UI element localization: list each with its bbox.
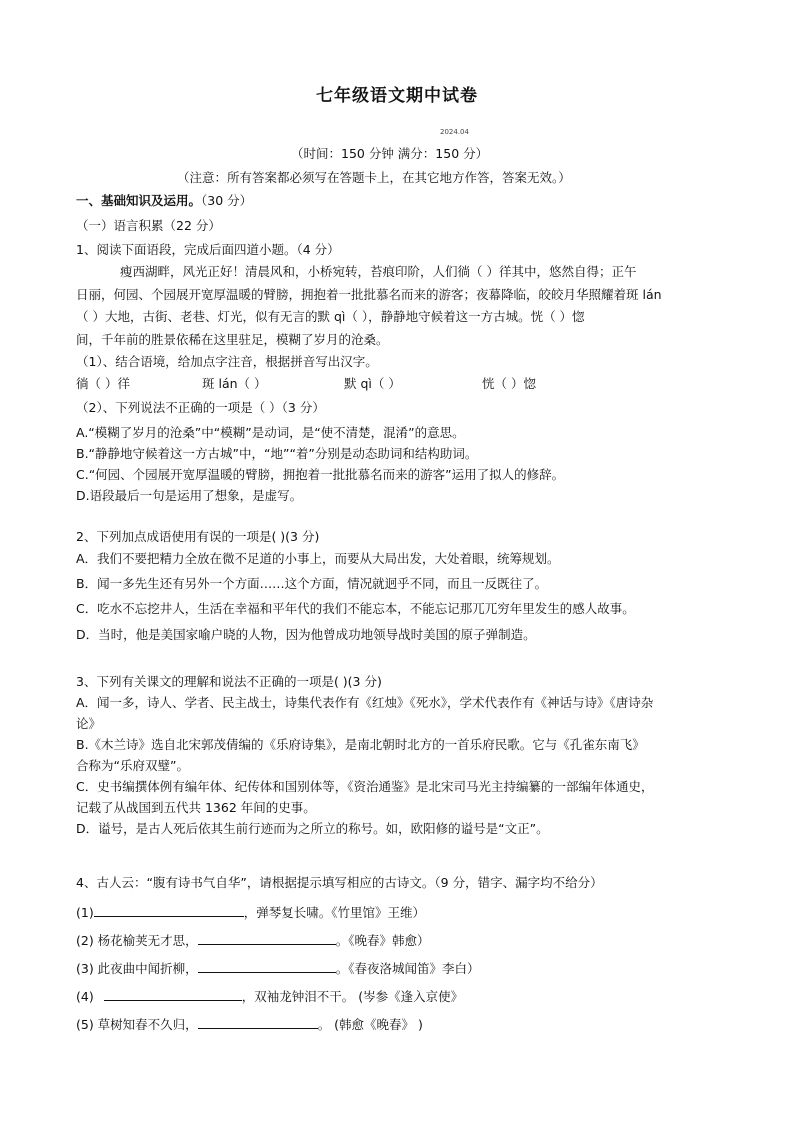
section1-heading: [76, 193, 252, 209]
q1-passage-line3: （ ）大地，古街、老巷、灯光，似有无言的默 qì（ ），静静地守候着这一方古城。恍（ ）惚: [76, 309, 585, 324]
q4-line3: [76, 959, 479, 977]
answer-blank[interactable]: [198, 931, 336, 945]
q1-sub1-item4: 恍（ ）惚: [482, 376, 536, 391]
q4-line2: [76, 931, 429, 949]
section1-score: （30 分）: [201, 193, 253, 208]
q1-sub1-item2: 斑 lán（ ）: [202, 376, 267, 391]
q4-line1-text: ，弹琴复长啸。《竹里馆》王维）: [243, 905, 425, 920]
q2-stem: 2、下列加点成语使用有误的一项是( )(3 分): [76, 529, 320, 544]
q2-option-a: A．我们不要把精力全放在微不足道的小事上，而要从大局出发，大处着眼，统筹规划。: [76, 551, 560, 566]
q3-option-a-line2: 论》: [76, 716, 102, 731]
q4-line4-label: (4): [76, 989, 94, 1004]
exam-date: 2024.04: [440, 128, 469, 136]
q1-intro: 1、阅读下面语段，完成后面四道小题。（4 分）: [76, 242, 340, 257]
q4-line4: [76, 987, 463, 1005]
q2-option-c: C．吃水不忘挖井人，生活在幸福和平年代的我们不能忘本，不能忘记那兀兀穷年里发生的感人故事。: [76, 601, 635, 616]
page-title: 七年级语文期中试卷: [316, 86, 478, 106]
q3-stem: 3、下列有关课文的理解和说法不正确的一项是( )(3 分): [76, 674, 382, 689]
q4-line5-label: (5) 草树知春不久归，: [76, 1017, 198, 1032]
answer-blank[interactable]: [94, 903, 244, 917]
q1-passage-line4: 间，千年前的胜景依稀在这里驻足，模糊了岁月的沧桑。: [76, 332, 389, 347]
q3-option-c-line1: C．史书编撰体例有编年体、纪传体和国别体等，《资治通鉴》是北宋司马光主持编纂的一部编年体通史，: [76, 779, 654, 794]
q1-option-b: B.“静静地守候着这一方古城”中，“地”“着”分别是动态助词和结构助词。: [76, 446, 478, 461]
q4-line2-text: 。《晚春》韩愈）: [335, 933, 430, 948]
q3-option-c-line2: 记载了从战国到五代共 1362 年间的史事。: [76, 800, 316, 815]
q4-stem: 4、古人云：“腹有诗书气自华”，请根据提示填写相应的古诗文。（9 分，错字、漏字均不给分）: [76, 875, 603, 890]
q4-line3-label: (3) 此夜曲中闻折柳，: [76, 961, 198, 976]
q1-passage-line2: 日丽，何园、个园展开宽厚温暖的臂膀，拥抱着一批批慕名而来的游客；夜幕降临，皎皎月华照耀着斑 lán: [76, 287, 662, 302]
q4-line1: [76, 903, 425, 921]
q4-line2-label: (2) 杨花榆荚无才思，: [76, 933, 198, 948]
q4-line5-text: 。 (韩愈《晚春》 ): [317, 1017, 423, 1032]
q1-sub2-stem: （2）、下列说法不正确的一项是（ ）（3 分）: [76, 400, 325, 415]
q3-option-a-line1: A．闻一多，诗人、学者、民主战士，诗集代表作有《红烛》《死水》，学术代表作有《神话与诗》《唐诗杂: [76, 695, 654, 710]
answer-blank[interactable]: [104, 987, 242, 1001]
q1-sub1-item3: 默 qì（ ）: [344, 376, 401, 391]
q1-option-d: D.语段最后一句是运用了想象，是虚写。: [76, 488, 303, 503]
q1-passage-line1: 瘦西湖畔，风光正好！清晨风和，小桥宛转，苔痕印阶，人们徜（ ）徉其中，悠然自得；正午: [120, 264, 637, 279]
q4-line4-text: ，双袖龙钟泪不干。 (岑参《逢入京使》: [241, 989, 464, 1004]
q2-option-d: D．当时，他是美国家喻户晓的人物，因为他曾成功地领导战时美国的原子弹制造。: [76, 627, 536, 642]
q4-line3-text: 。《春夜洛城闻笛》李白）: [335, 961, 480, 976]
q3-option-d: D．谥号，是古人死后依其生前行迹而为之所立的称号。如，欧阳修的谥号是“文正”。: [76, 821, 549, 836]
q1-option-a: A.“模糊了岁月的沧桑”中“模糊”是动词，是“使不清楚，混淆”的意思。: [76, 425, 465, 440]
section1-title: 一、基础知识及运用。: [76, 193, 202, 208]
q4-line1-label: (1): [76, 905, 94, 920]
q1-option-c: C.“何园、个园展开宽厚温暖的臂膀，拥抱着一批批慕名而来的游客”运用了拟人的修辞。: [76, 467, 565, 482]
q4-line5: [76, 1015, 423, 1033]
q3-option-b-line1: B.《木兰诗》选自北宋郭茂倩编的《乐府诗集》，是南北朝时北方的一首乐府民歌。它与《孔雀东南飞》: [76, 737, 645, 752]
answer-blank[interactable]: [198, 1015, 318, 1029]
answer-blank[interactable]: [198, 959, 336, 973]
subsection1-title: （一）语言积累（22 分）: [76, 218, 221, 233]
q2-option-b: B．闻一多先生还有另外一个方面……这个方面，情况就迥乎不同，而且一反既往了。: [76, 576, 548, 591]
time-info: （时间：150 分钟 满分：150 分）: [291, 146, 489, 161]
q3-option-b-line2: 合称为“乐府双璧”。: [76, 758, 189, 773]
q1-sub1-item1: 徜（ ）徉: [76, 376, 130, 391]
q1-sub1-stem: （1）、结合语境，给加点字注音，根据拼音写出汉字。: [76, 354, 378, 369]
notice: （注意：所有答案都必须写在答题卡上，在其它地方作答，答案无效。）: [177, 170, 571, 185]
